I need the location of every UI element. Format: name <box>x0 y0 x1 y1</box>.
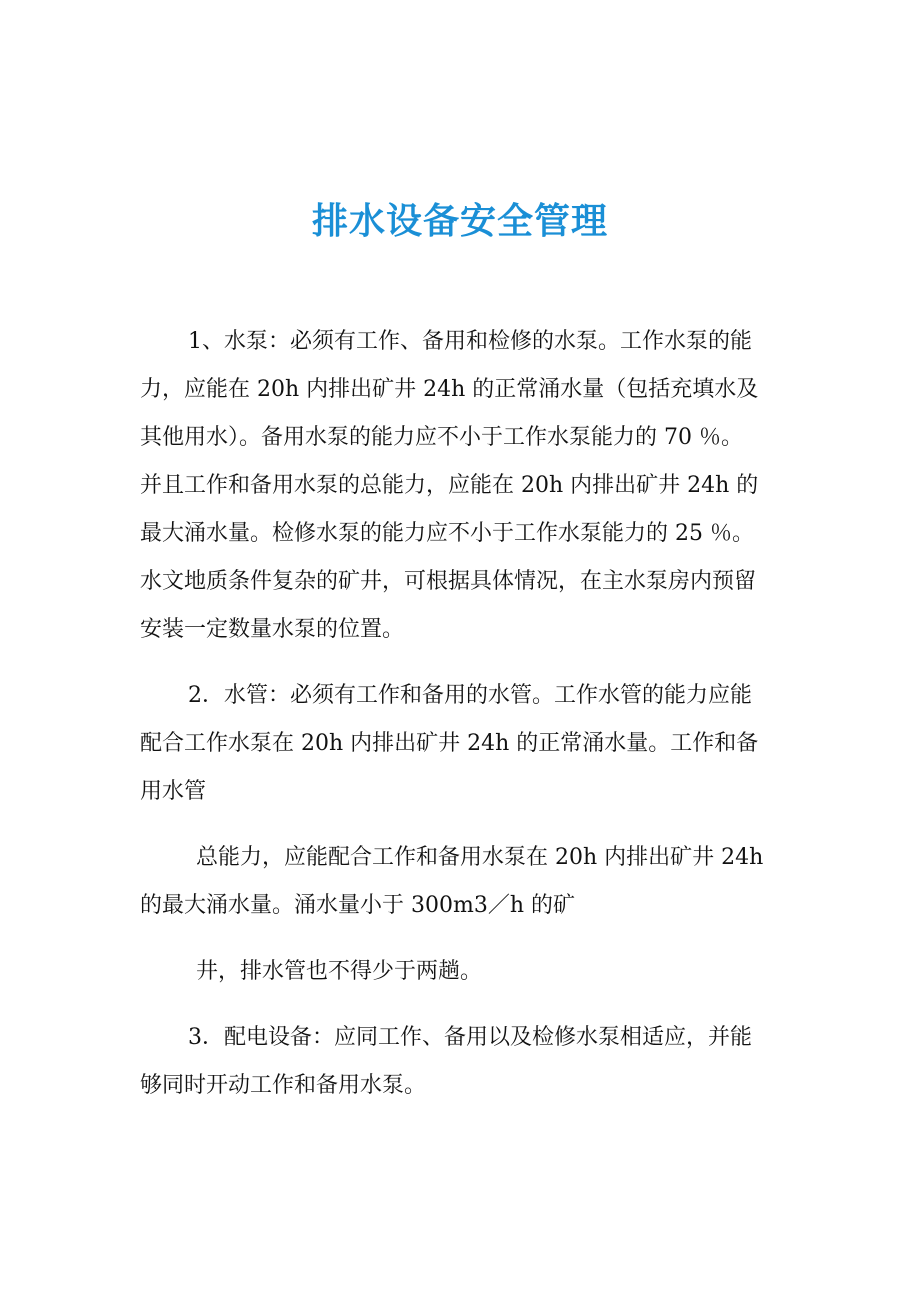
paragraph-1-line-7: 安装一定数量水泵的位置。 <box>140 617 405 642</box>
paragraph-1-line-5: 最大涌水量。检修水泵的能力应不小于工作水泵能力的 25 ％。 <box>140 521 754 546</box>
document-title: 排水设备安全管理 <box>311 201 608 242</box>
paragraph-5-line-2: 够同时开动工作和备用水泵。 <box>140 1073 427 1098</box>
paragraph-1-line-3: 其他用水）。备用水泵的能力应不小于工作水泵能力的 70 ％。 <box>140 425 743 450</box>
paragraph-2-line-1: 2．水管：必须有工作和备用的水管。工作水管的能力应能 <box>188 683 752 708</box>
paragraph-1-line-6: 水文地质条件复杂的矿井，可根据具体情况，在主水泵房内预留 <box>140 569 757 594</box>
paragraph-4-line-1: 井，排水管也不得少于两趟。 <box>196 959 483 984</box>
paragraph-2-line-3: 用水管 <box>140 779 207 804</box>
paragraph-3-line-1: 总能力，应能配合工作和备用水泵在 20h 内排出矿井 24h <box>196 845 764 870</box>
paragraph-3-line-2: 的最大涌水量。涌水量小于 300m3／h 的矿 <box>140 893 576 918</box>
paragraph-2-line-2: 配合工作水泵在 20h 内排出矿井 24h 的正常涌水量。工作和备 <box>140 731 759 756</box>
paragraph-1-line-1: 1、水泵：必须有工作、备用和检修的水泵。工作水泵的能 <box>188 329 752 354</box>
paragraph-1-line-2: 力，应能在 20h 内排出矿井 24h 的正常涌水量（包括充填水及 <box>140 377 759 402</box>
paragraph-5-line-1: 3．配电设备：应同工作、备用以及检修水泵相适应，并能 <box>188 1025 752 1050</box>
paragraph-1-line-4: 并且工作和备用水泵的总能力，应能在 20h 内排出矿井 24h 的 <box>140 473 759 498</box>
